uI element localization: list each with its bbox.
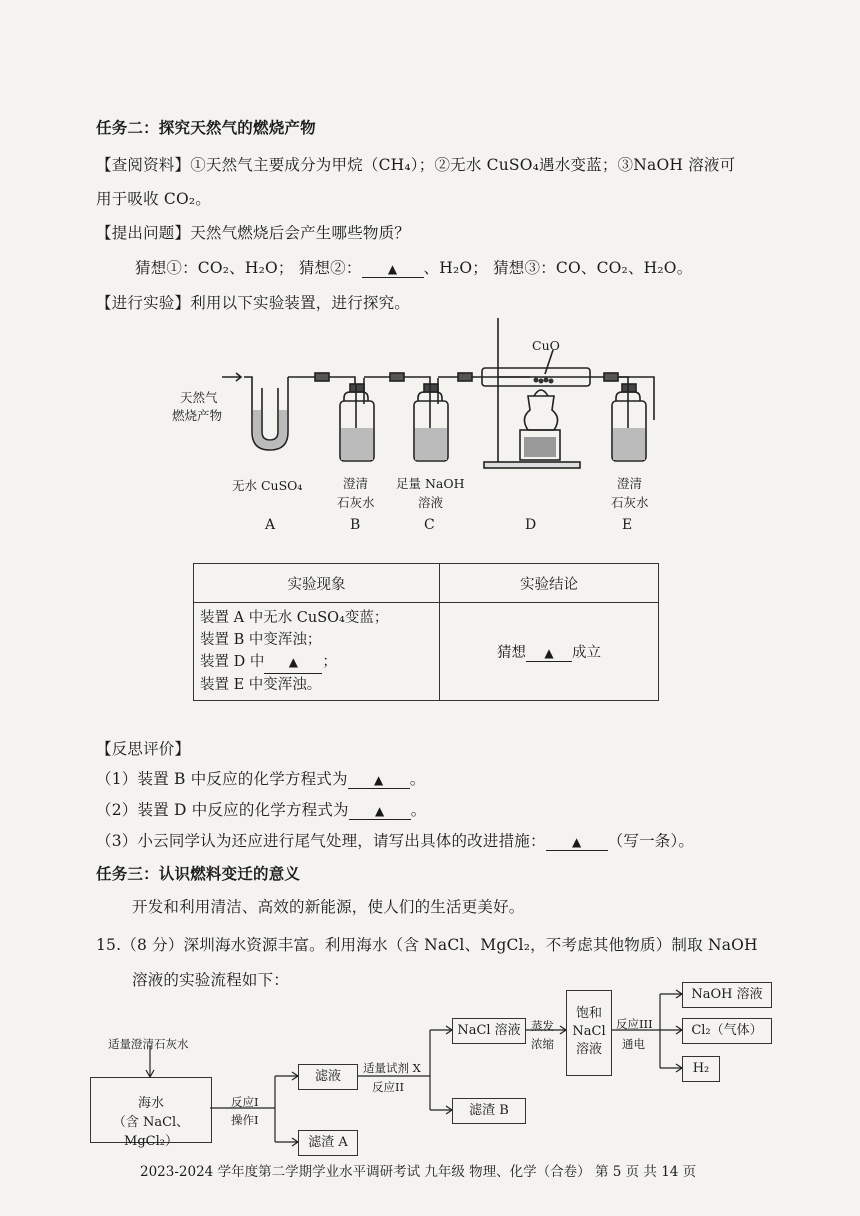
blank-triangle-icon: ▲ [375, 804, 385, 818]
answer-blank[interactable] [348, 770, 410, 789]
gas-label-2: 燃烧产物 [172, 408, 223, 423]
residue-b-box: 滤渣 B [452, 1098, 526, 1124]
reagent-x-label: 适量试剂 X [363, 1061, 421, 1075]
residue-a-box: 滤渣 A [298, 1130, 358, 1156]
blank-triangle-icon: ▲ [288, 655, 298, 669]
label-b-1: 澄清 [343, 476, 369, 491]
table-header-conclusion: 实验结论 [440, 564, 659, 603]
observation-3 [200, 651, 433, 674]
reaction-1-label: 反应I [231, 1095, 259, 1109]
label-c-1: 足量 NaOH [396, 476, 465, 491]
reflection-q3 [96, 829, 694, 851]
blank-triangle-icon: ▲ [571, 835, 582, 849]
apparatus-diagram [0, 0, 860, 540]
q15-line-2: 溶液的实验流程如下： [132, 971, 290, 989]
label-c-2: 溶液 [418, 495, 444, 510]
concentrate-label: 浓缩 [531, 1037, 554, 1051]
q15-line-1: 15.（8 分）深圳海水资源丰富。利用海水（含 NaCl、MgCl₂，不考虑其他物质）制取 NaOH [96, 936, 758, 954]
q2-end: 。 [410, 801, 427, 819]
reference-line-2: 用于吸收 CO₂。 [96, 190, 212, 208]
observation-cell [194, 603, 440, 701]
answer-blank[interactable] [349, 801, 411, 820]
experiment-line: 【进行实验】利用以下实验装置，进行探究。 [96, 294, 411, 312]
observation-2: 装置 B 中变浑浊； [200, 632, 322, 648]
observation-4: 装置 E 中变浑浊。 [200, 677, 322, 693]
blank-triangle-icon: ▲ [544, 646, 554, 660]
blank-triangle-icon: ▲ [387, 262, 398, 276]
answer-blank[interactable] [546, 832, 608, 851]
guess-text-b: 、H₂O； 猜想③：CO、CO₂、H₂O。 [423, 259, 693, 277]
letter-a: A [265, 517, 276, 533]
observation-1: 装置 A 中无水 CuSO₄变蓝； [200, 610, 389, 626]
nacl-solution-box: NaCl 溶液 [452, 1018, 526, 1044]
table-header-observation: 实验现象 [194, 564, 440, 603]
conclusion-cell [440, 603, 659, 701]
saturated-nacl-box [566, 990, 612, 1076]
question-line: 【提出问题】天然气燃烧后会产生哪些物质？ [96, 224, 411, 242]
saturated-nacl-label: NaCl [572, 1024, 606, 1039]
answer-blank[interactable] [526, 645, 572, 662]
label-b-2: 石灰水 [337, 495, 375, 510]
blank-triangle-icon: ▲ [374, 773, 384, 787]
reaction-3-label: 反应III [616, 1017, 653, 1031]
q3-text: （3）小云同学认为还应进行尾气处理，请写出具体的改进措施： [96, 832, 546, 850]
letter-b: B [350, 517, 361, 533]
q1-end: 。 [409, 770, 426, 788]
filtrate-box: 滤液 [298, 1064, 358, 1090]
task2-title: 任务二：探究天然气的燃烧产物 [96, 119, 316, 137]
conclusion-text-b: 成立 [572, 645, 601, 661]
seawater-label: 海水 [137, 1096, 164, 1111]
chlorine-box: Cl₂（气体） [682, 1018, 772, 1044]
operation-1-label: 操作I [231, 1113, 259, 1127]
reference-line-1: 【查阅资料】①天然气主要成分为甲烷（CH₄）；②无水 CuSO₄遇水变蓝；③NaOH 溶液可 [96, 156, 736, 174]
q1-text: （1）装置 B 中反应的化学方程式为 [96, 770, 348, 788]
guess-text-a: 猜想①：CO₂、H₂O； 猜想②： [135, 259, 362, 277]
page-footer: 2023-2024 学年度第二学期学业水平调研考试 九年级 物理、化学（合卷） 第 5 页 共 14 页 [140, 1164, 697, 1180]
observation-3-text: 装置 D 中 [200, 654, 265, 670]
task3-text: 开发和利用清洁、高效的新能源，使人们的生活更美好。 [132, 898, 525, 916]
lime-label: 适量澄清石灰水 [108, 1037, 189, 1051]
label-e-2: 石灰水 [611, 495, 649, 510]
q2-text: （2）装置 D 中反应的化学方程式为 [96, 801, 349, 819]
gas-label-1: 天然气 [180, 390, 218, 405]
seawater-content: （含 NaCl、MgCl₂） [112, 1115, 190, 1149]
saturated-label: 饱和 [575, 1006, 602, 1021]
letter-d: D [525, 517, 537, 533]
task3-title: 任务三：认识燃料变迁的意义 [96, 865, 301, 883]
hydrogen-box: H₂ [682, 1056, 720, 1082]
letter-e: E [622, 517, 633, 533]
observation-3-end: ； [322, 654, 337, 670]
letter-c: C [424, 517, 435, 533]
q3-tail: （写一条）。 [607, 832, 695, 850]
label-e-1: 澄清 [617, 476, 643, 491]
observation-table [193, 563, 659, 701]
answer-blank[interactable] [264, 651, 322, 674]
reflection-q2 [96, 798, 426, 820]
cuo-label: CuO [532, 338, 560, 353]
label-a-reagent: 无水 CuSO₄ [232, 478, 303, 493]
evaporate-label: 蒸发 [531, 1019, 554, 1033]
electrolysis-label: 通电 [622, 1037, 645, 1051]
seawater-box [90, 1077, 212, 1149]
reaction-2-label: 反应II [372, 1080, 405, 1094]
naoh-solution-box: NaOH 溶液 [682, 982, 772, 1008]
reflection-title: 【反思评价】 [96, 740, 191, 758]
conclusion-text-a: 猜想 [497, 645, 526, 661]
reflection-q1 [96, 767, 425, 789]
saturated-solution-label: 溶液 [575, 1042, 602, 1057]
